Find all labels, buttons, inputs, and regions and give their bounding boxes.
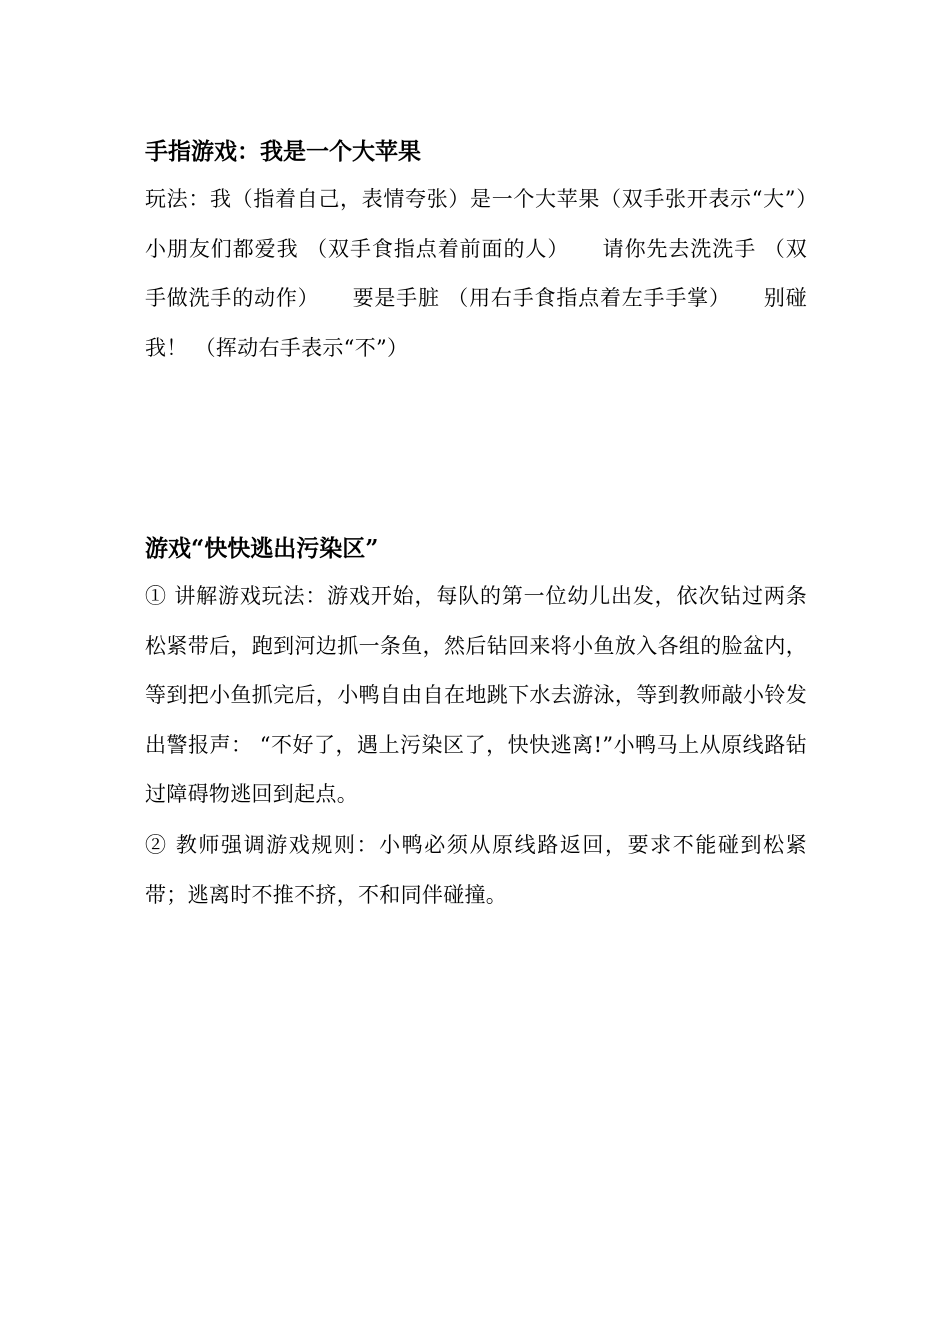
game-rules-item-1: ① 讲解游戏玩法：游戏开始，每队的第一位幼儿出发，依次钻过两条松紧带后，跑到河边抓一条鱼，然后钻回来将小鱼放入各组的脸盆内，等到把小鱼抓完后，小鸭自由自在地跳下水去游泳，等到教师敲小铃发出警报声： “不好了，遇上污染区了，快快逃离!”小鸭马上从原线路钻过障碍物逃回到起点。 — [145, 584, 807, 806]
section-title-escape-pollution-game: 游戏“快快逃出污染区” — [145, 535, 379, 562]
section-title-apple-finger-game: 手指游戏：我是一个大苹果 — [145, 138, 421, 165]
section-body-apple-finger-game: 玩法：我（指着自己，表情夸张）是一个大苹果（双手张开表示“大”） 小朋友们都爱我 （双手食指点着前面的人） 请你先去洗洗手 （双手做洗手的动作） 要是手脏 （用右手食指点着左手手掌） 别碰我！ （挥动右手表示“不”） — [145, 187, 850, 360]
game-rules-item-2: ② 教师强调游戏规则：小鸭必须从原线路返回，要求不能碰到松紧带；逃离时不推不挤，不和同伴碰撞。 — [145, 833, 807, 907]
